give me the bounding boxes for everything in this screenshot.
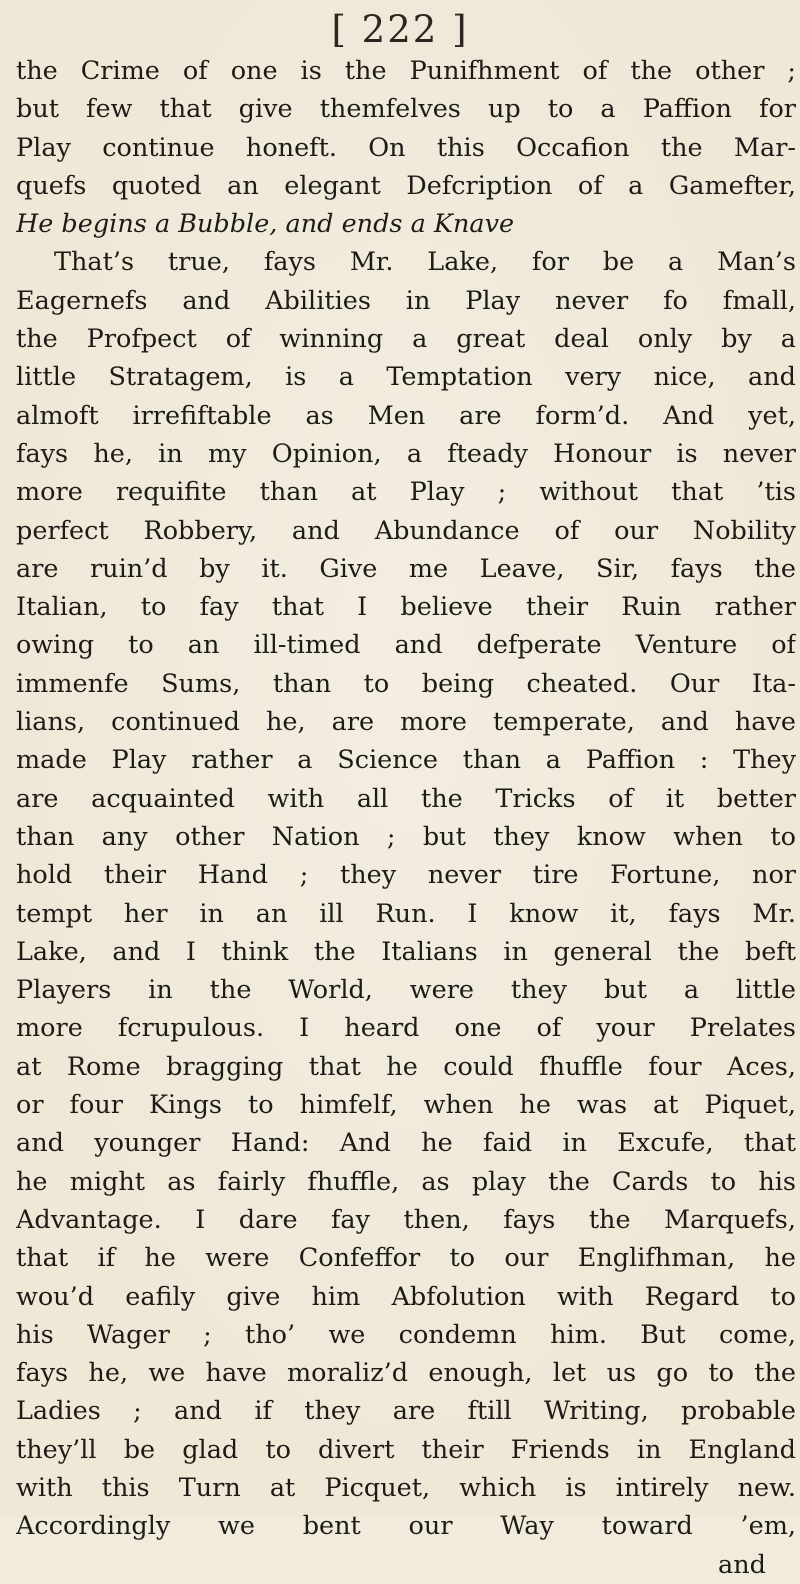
text-line: That’s true, fays Mr. Lake, for be a Man’s: [54, 247, 796, 278]
text-line: owing to an ill-timed and defperate Venture of: [16, 630, 796, 661]
text-line: tempt her in an ill Run. I know it, fays Mr.: [16, 898, 796, 929]
text-line: Players in the World, were they but a little: [16, 975, 796, 1006]
text-line: the Profpect of winning a great deal only by a: [16, 324, 796, 355]
text-line: Italian, to fay that I believe their Ruin rather: [16, 592, 796, 623]
text-line: fays he, we have moraliz’d enough, let us go to the: [16, 1358, 796, 1389]
text-line: more requifite than at Play ; without that ’tis: [16, 477, 796, 508]
text-line: fays he, in my Opinion, a fteady Honour is never: [16, 438, 796, 469]
text-line: wou’d eafily give him Abfolution with Regard to: [16, 1281, 796, 1312]
text-line: Play continue honeft. On this Occafion the Mar-: [16, 132, 796, 163]
text-line: more fcrupulous. I heard one of your Prelates: [16, 1013, 796, 1044]
text-line: Ladies ; and if they are ftill Writing, probable: [16, 1396, 796, 1427]
text-line: than any other Nation ; but they know when to: [16, 821, 796, 852]
text-line: little Stratagem, is a Temptation very nice, and: [16, 362, 796, 393]
text-line: with this Turn at Picquet, which is intirely new.: [16, 1472, 796, 1503]
text-line: are ruin’d by it. Give me Leave, Sir, fays the: [16, 553, 796, 584]
text-line: quefs quoted an elegant Defcription of a Gamefter,: [16, 170, 796, 201]
text-line: or four Kings to himfelf, when he was at Piquet,: [16, 1090, 796, 1121]
text-line: made Play rather a Science than a Paffion : They: [16, 745, 796, 776]
page-number: [ 222 ]: [331, 8, 469, 51]
text-line: the Crime of one is the Punifhment of the other ;: [16, 56, 796, 86]
text-line: his Wager ; tho’ we condemn him. But come,: [16, 1319, 796, 1350]
text-line: that if he were Confeffor to our Englifhman, he: [16, 1243, 796, 1274]
text-line: Accordingly we bent our Way toward ’em,: [16, 1511, 796, 1542]
text-line: He begins a Bubble, and ends a Knave: [16, 209, 515, 240]
text-line: almoft irrefiftable as Men are form’d. And yet,: [16, 400, 796, 431]
text-line: immenfe Sums, than to being cheated. Our Ita-: [16, 668, 796, 699]
text-line: at Rome bragging that he could fhuffle four Aces,: [16, 1051, 796, 1082]
text-line: Eagernefs and Abilities in Play never fo fmall,: [16, 285, 796, 316]
text-line: and younger Hand: And he faid in Excufe, that: [16, 1128, 796, 1159]
text-line: they’ll be glad to divert their Friends in England: [16, 1434, 796, 1465]
catchword: and: [718, 1549, 766, 1580]
body-text: [16, 52, 796, 1584]
text-line: Advantage. I dare fay then, fays the Marquefs,: [16, 1204, 796, 1235]
text-line: he might as fairly fhuffle, as play the Cards to his: [16, 1166, 796, 1197]
text-line: hold their Hand ; they never tire Fortune, nor: [16, 860, 796, 891]
text-line: Lake, and I think the Italians in general the beft: [16, 936, 796, 967]
text-line: lians, continued he, are more temperate, and have: [16, 707, 796, 738]
text-line: perfect Robbery, and Abundance of our Nobility: [16, 515, 796, 546]
text-line: are acquainted with all the Tricks of it better: [16, 783, 796, 814]
text-line: but few that give themfelves up to a Paffion for: [16, 94, 796, 125]
